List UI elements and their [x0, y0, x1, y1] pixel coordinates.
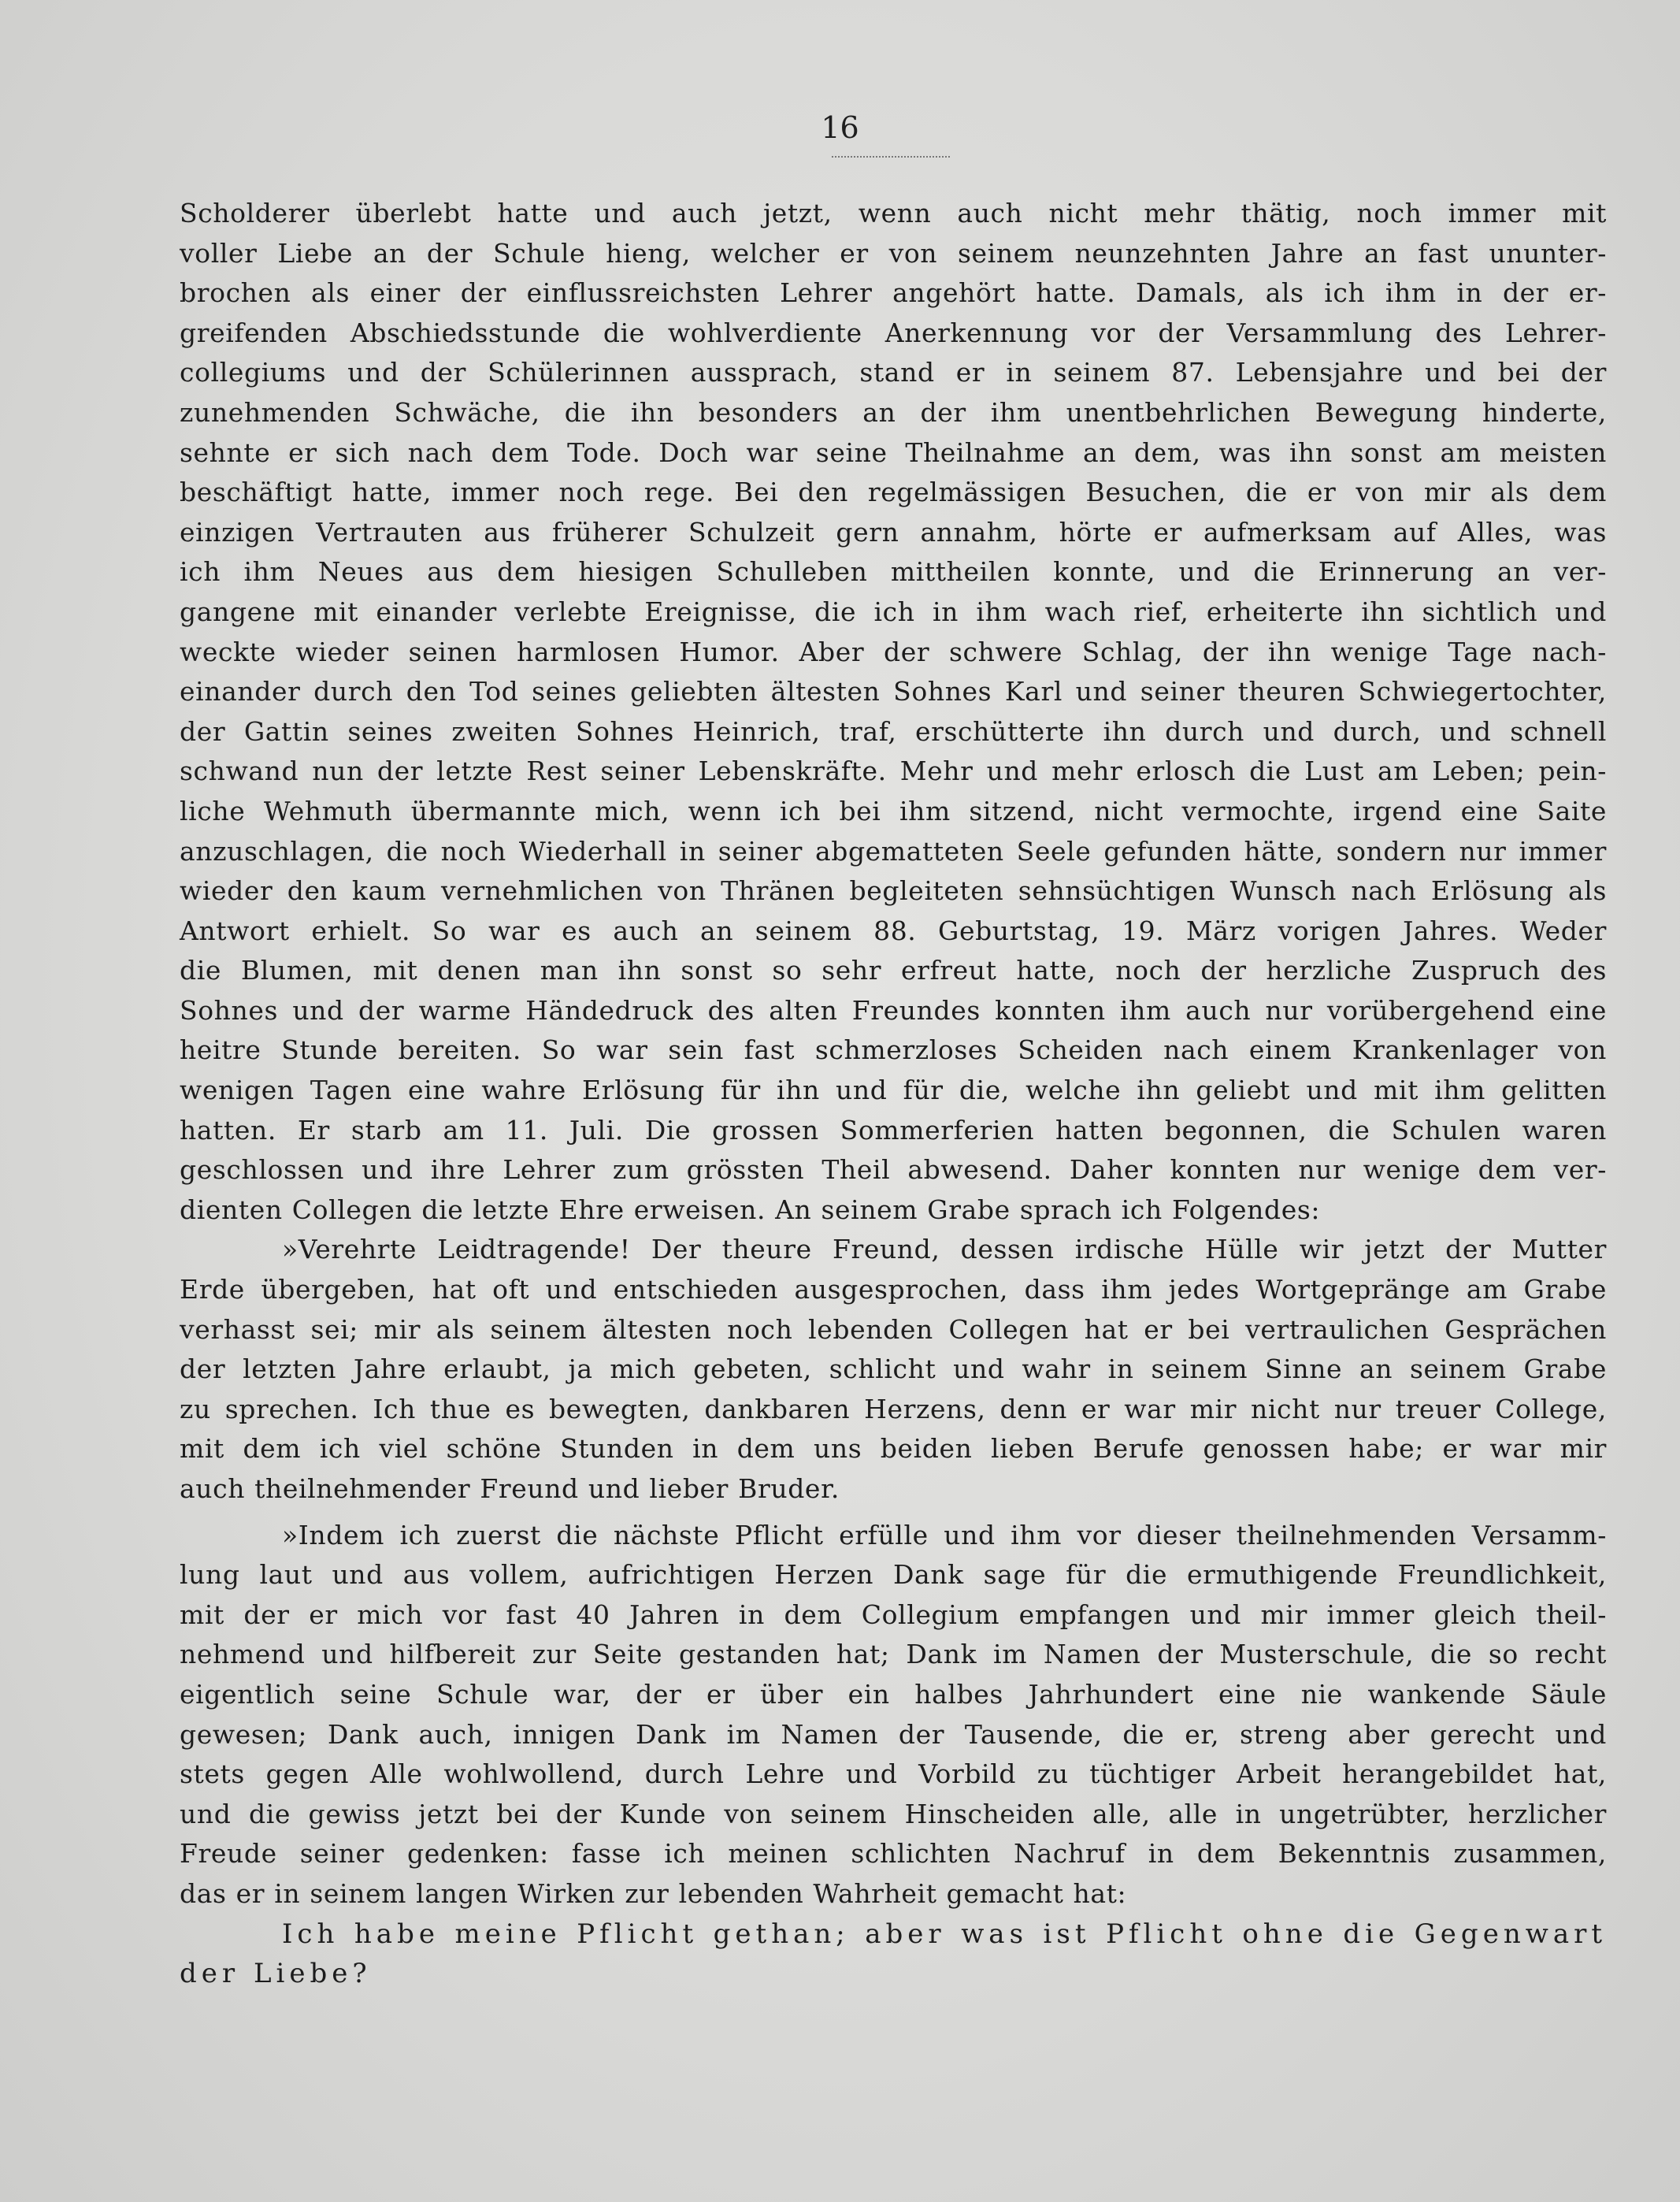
text-line: »Indem ich zuerst die nächste Pflicht erfülle und ihm vor dieser theilnehmenden Versamm-	[282, 1519, 1607, 1550]
text-line: schwand nun der letzte Rest seiner Lebenskräfte. Mehr und mehr erlosch die Lust am Leben; pein-	[180, 756, 1607, 787]
text-line: collegiums und der Schülerinnen aussprach, stand er in seinem 87. Lebensjahre und bei der	[180, 357, 1607, 388]
text-line: voller Liebe an der Schule hieng, welcher er von seinem neunzehnten Jahre an fast ununter-	[180, 237, 1607, 269]
text-line: zunehmenden Schwäche, die ihn besonders an der ihm unentbehrlichen Bewegung hinderte,	[180, 396, 1607, 428]
text-line: Erde übergeben, hat oft und entschieden ausgesprochen, dass ihm jedes Wortgepränge am Grabe	[180, 1274, 1607, 1305]
text-line: ich ihm Neues aus dem hiesigen Schulleben mittheilen konnte, und die Erinnerung an ver-	[180, 556, 1607, 588]
text-line: mit dem ich viel schöne Stunden in dem uns beiden lieben Berufe genossen habe; er war mir	[180, 1433, 1607, 1465]
page-number-ornament	[832, 156, 950, 158]
text-line: und die gewiss jetzt bei der Kunde von seinem Hinscheiden alle, alle in ungetrübter, herzlicher	[180, 1798, 1607, 1829]
closing-line: Ich habe meine Pflicht gethan; aber was ist Pflicht ohne die Gegenwart	[282, 1918, 1607, 1950]
text-line: verhasst sei; mir als seinem ältesten noch lebenden Collegen hat er bei vertraulichen Gesprächen	[180, 1313, 1607, 1345]
text-line: Scholderer überlebt hatte und auch jetzt, wenn auch nicht mehr thätig, noch immer mit	[180, 198, 1607, 228]
paragraph-gap	[180, 1509, 1607, 1516]
text-line: lung laut und aus vollem, aufrichtigen Herzen Dank sage für die ermuthigende Freundlichkeit,	[180, 1559, 1607, 1591]
text-line: Freude seiner gedenken: fasse ich meinen schlichten Nachruf in dem Bekenntnis zusammen,	[180, 1838, 1607, 1870]
text-line: geschlossen und ihre Lehrer zum grössten Theil abwesend. Daher konnten nur wenige dem ver-	[180, 1154, 1607, 1186]
text-line: nehmend und hilfbereit zur Seite gestanden hat; Dank im Namen der Musterschule, die so recht	[180, 1639, 1607, 1670]
text-line: stets gegen Alle wohlwollend, durch Lehre und Vorbild zu tüchtiger Arbeit herangebildet hat,	[180, 1758, 1607, 1790]
text-line: »Verehrte Leidtragende! Der theure Freund, dessen irdische Hülle wir jetzt der Mutter	[282, 1234, 1607, 1265]
text-line: anzuschlagen, die noch Wiederhall in seiner abgematteten Seele gefunden hätte, sondern nur immer	[180, 835, 1607, 867]
text-line: Antwort erhielt. So war es auch an seinem 88. Geburtstag, 19. März vorigen Jahres. Weder	[180, 915, 1607, 946]
text-line: liche Wehmuth übermannte mich, wenn ich bei ihm sitzend, nicht vermochte, irgend eine Saite	[180, 795, 1607, 826]
text-line: gewesen; Dank auch, innigen Dank im Namen der Tausende, die er, streng aber gerecht und	[180, 1718, 1607, 1750]
text-line: Sohnes und der warme Händedruck des alten Freundes konnten ihm auch nur vorübergehend eine	[180, 994, 1607, 1026]
text-line: greifenden Abschiedsstunde die wohlverdiente Anerkennung vor der Versammlung des Lehrer-	[180, 317, 1607, 348]
body-text	[180, 194, 1607, 1994]
text-line: der letzten Jahre erlaubt, ja mich gebeten, schlicht und wahr in seinem Sinne an seinem Grabe	[180, 1354, 1607, 1385]
text-line: auch theilnehmender Freund und lieber Bruder.	[180, 1473, 840, 1504]
page-number: 16	[821, 110, 859, 145]
text-line: der Gattin seines zweiten Sohnes Heinrich, traf, erschütterte ihn durch und durch, und schnell	[180, 715, 1607, 747]
text-line: wenigen Tagen eine wahre Erlösung für ihn und für die, welche ihn geliebt und mit ihm gelitten	[180, 1075, 1607, 1106]
text-line: heitre Stunde bereiten. So war sein fast schmerzloses Scheiden nach einem Krankenlager von	[180, 1034, 1607, 1066]
text-line: einander durch den Tod seines geliebten ältesten Sohnes Karl und seiner theuren Schwiegertochter,	[180, 676, 1607, 707]
text-line: dienten Collegen die letzte Ehre erweisen. An seinem Grabe sprach ich Folgendes:	[180, 1194, 1321, 1225]
text-line: das er in seinem langen Wirken zur lebenden Wahrheit gemacht hat:	[180, 1877, 1127, 1909]
text-line: mit der er mich vor fast 40 Jahren in dem Collegium empfangen und mir immer gleich theil-	[180, 1599, 1607, 1630]
text-line: weckte wieder seinen harmlosen Humor. Aber der schwere Schlag, der ihn wenige Tage nach-	[180, 636, 1607, 667]
text-line: beschäftigt hatte, immer noch rege. Bei den regelmässigen Besuchen, die er von mir als dem	[180, 477, 1607, 508]
text-line: hatten. Er starb am 11. Juli. Die grossen Sommerferien hatten begonnen, die Schulen waren	[180, 1114, 1607, 1146]
closing-line: der Liebe?	[180, 1958, 372, 1990]
text-line: zu sprechen. Ich thue es bewegten, dankbaren Herzens, denn er war mir nicht nur treuer College,	[180, 1393, 1607, 1424]
text-line: brochen als einer der einflussreichsten Lehrer angehört hatte. Damals, als ich ihm in der er-	[180, 277, 1607, 309]
text-line: wieder den kaum vernehmlichen von Thränen begleiteten sehnsüchtigen Wunsch nach Erlösung als	[180, 875, 1607, 907]
text-line: sehnte er sich nach dem Tode. Doch war seine Theilnahme an dem, was ihn sonst am meisten	[180, 436, 1607, 468]
text-line: die Blumen, mit denen man ihn sonst so sehr erfreut hatte, noch der herzliche Zuspruch des	[180, 955, 1607, 986]
text-line: eigentlich seine Schule war, der er über ein halbes Jahrhundert eine nie wankende Säule	[180, 1678, 1607, 1710]
text-line: gangene mit einander verlebte Ereignisse, die ich in ihm wach rief, erheiterte ihn sichtlich und	[180, 596, 1607, 627]
text-line: einzigen Vertrauten aus früherer Schulzeit gern annahm, hörte er aufmerksam auf Alles, was	[180, 516, 1607, 548]
